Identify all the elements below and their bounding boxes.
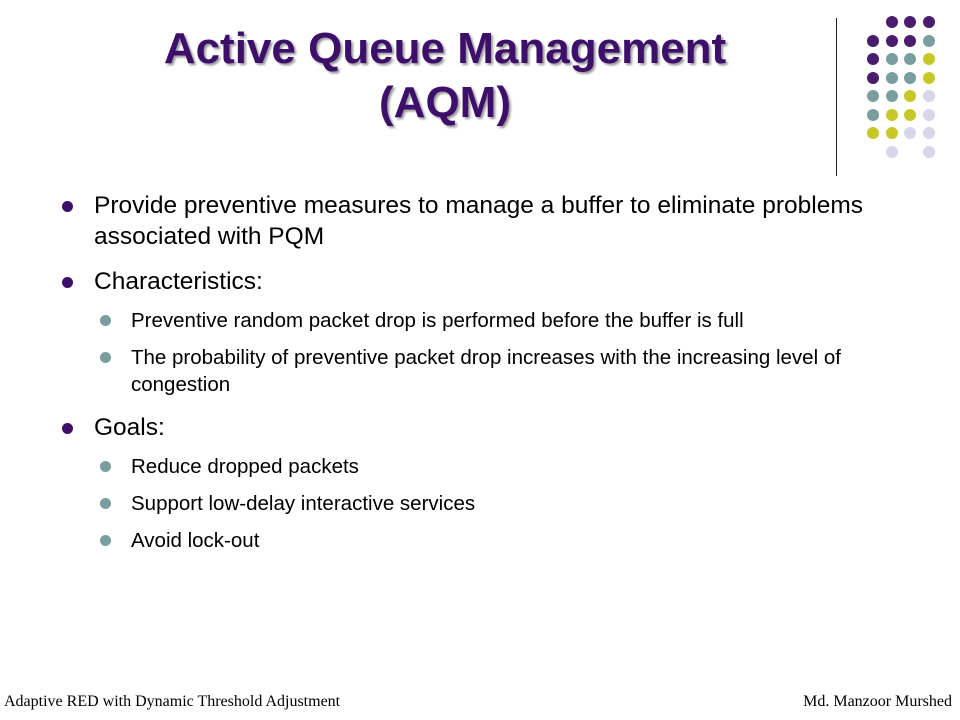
bullet-item <box>60 190 920 252</box>
footer-presentation-title: Adaptive RED with Dynamic Threshold Adjustment <box>4 693 341 710</box>
decorative-dot <box>867 109 879 121</box>
decorative-dot <box>904 109 916 121</box>
decorative-dot <box>867 90 879 102</box>
decorative-dot <box>886 109 898 121</box>
decorative-dot <box>923 72 935 84</box>
decorative-dot <box>886 53 898 65</box>
title-line-2: (AQM) <box>379 78 511 127</box>
sub-bullet-dot-icon <box>100 535 111 546</box>
decorative-dot <box>886 146 898 158</box>
bullet-dot-icon <box>62 277 73 288</box>
decorative-dot <box>904 90 916 102</box>
sub-bullet-item <box>60 344 920 398</box>
decorative-dot <box>904 53 916 65</box>
decorative-dot <box>867 72 879 84</box>
bullet-text: Goals: <box>94 414 165 441</box>
decorative-dot <box>904 35 916 47</box>
decorative-dot <box>923 109 935 121</box>
sub-bullet-dot-icon <box>100 498 111 509</box>
sub-bullet-text: Reduce dropped packets <box>131 455 359 478</box>
footer-author: Md. Manzoor Murshed <box>803 693 952 710</box>
decorative-dot <box>923 53 935 65</box>
decorative-dot <box>923 127 935 139</box>
decorative-dot <box>904 72 916 84</box>
slide-body <box>60 190 920 564</box>
sub-bullet-text: Support low-delay interactive services <box>131 492 476 515</box>
bullet-item <box>60 266 920 297</box>
decorative-dot <box>923 146 935 158</box>
sub-bullet-item <box>60 307 920 334</box>
decorative-dot <box>923 35 935 47</box>
slide-title <box>60 22 830 130</box>
decorative-dot <box>904 127 916 139</box>
decorative-dot <box>886 72 898 84</box>
sub-bullet-text: Preventive random packet drop is performed before the buffer is full <box>131 309 744 332</box>
sub-bullet-item <box>60 453 920 480</box>
decorative-dot <box>867 35 879 47</box>
decorative-dot <box>886 16 898 28</box>
sub-bullet-dot-icon <box>100 352 111 363</box>
decorative-dot <box>886 127 898 139</box>
decorative-dot <box>867 53 879 65</box>
bullet-text: Provide preventive measures to manage a buffer to eliminate problems associated with PQM <box>94 192 863 250</box>
decorative-dot <box>867 127 879 139</box>
sub-bullet-item <box>60 490 920 517</box>
sub-bullet-item <box>60 527 920 554</box>
sub-bullet-dot-icon <box>100 315 111 326</box>
sub-bullet-dot-icon <box>100 461 111 472</box>
decorative-dot <box>923 90 935 102</box>
bullet-dot-icon <box>62 201 73 212</box>
decorative-dot <box>886 35 898 47</box>
bullet-item <box>60 412 920 443</box>
decorative-dot <box>904 16 916 28</box>
bullet-dot-icon <box>62 423 73 434</box>
bullet-text: Characteristics: <box>94 268 263 295</box>
decorative-dot <box>886 90 898 102</box>
sub-bullet-text: Avoid lock-out <box>131 529 260 552</box>
sub-bullet-text: The probability of preventive packet drop increases with the increasing level of congestion <box>131 346 841 396</box>
decorative-divider <box>836 18 837 176</box>
decorative-dot <box>923 16 935 28</box>
title-line-1: Active Queue Management <box>163 24 727 73</box>
